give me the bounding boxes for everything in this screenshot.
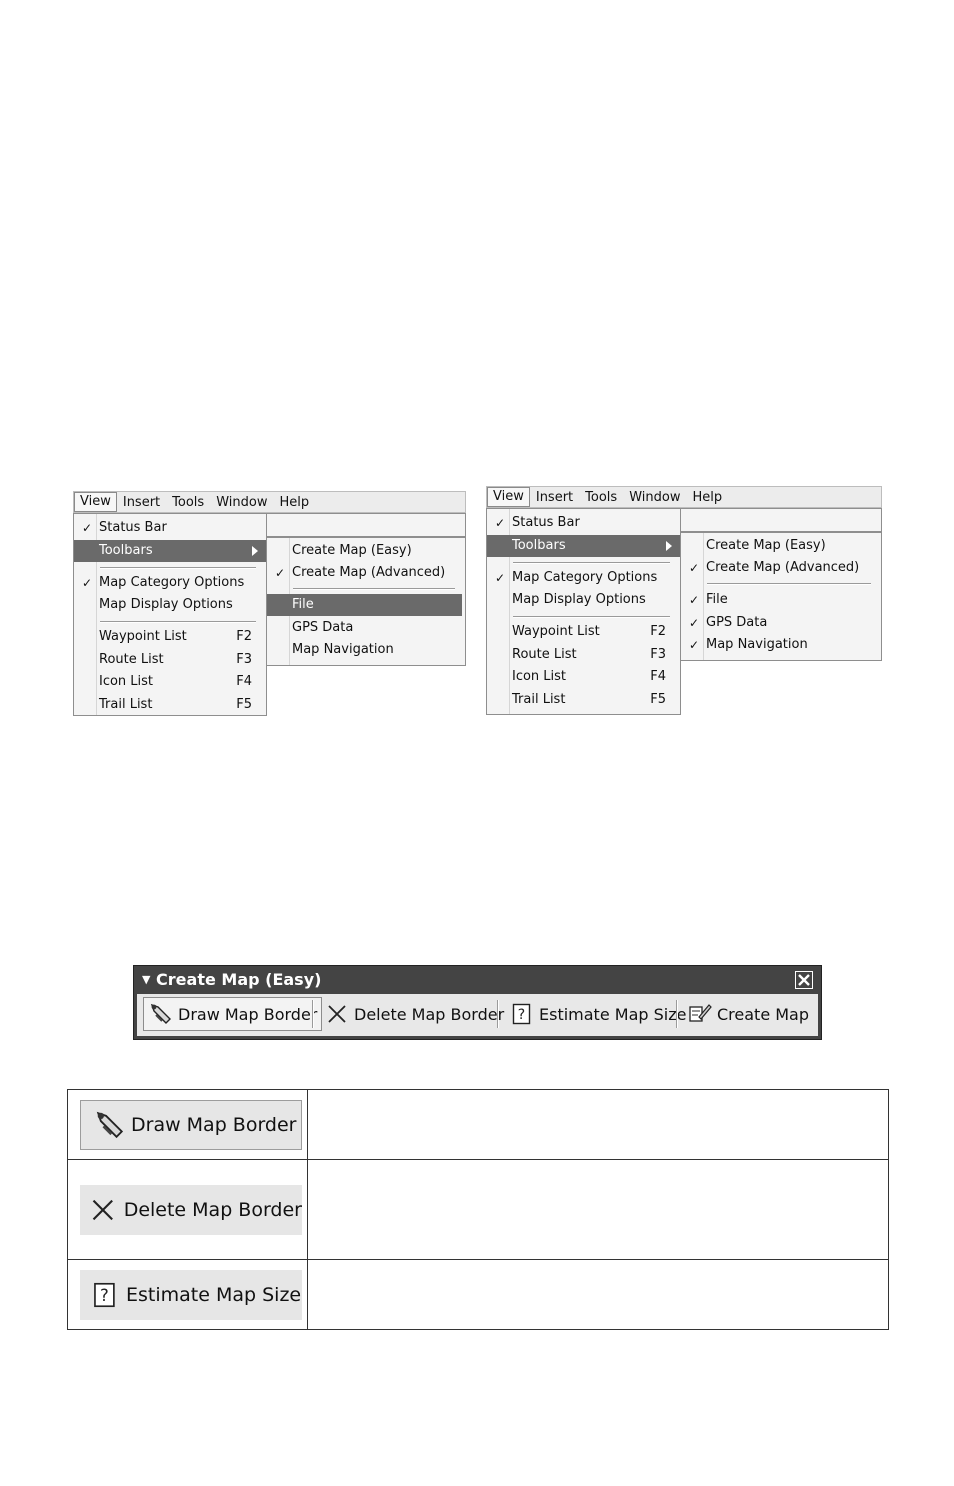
draw-border-icon xyxy=(93,1108,127,1142)
check-icon: ✓ xyxy=(688,638,700,652)
toolbars-submenu xyxy=(680,532,882,661)
menubar xyxy=(486,486,882,508)
toolbar-title: ▼ Create Map (Easy) xyxy=(142,970,322,989)
toolbar-separator xyxy=(676,1000,678,1028)
separator xyxy=(513,616,670,618)
table-cell-button xyxy=(68,1160,308,1260)
create-map-easy-toolbar xyxy=(133,965,822,1040)
table-cell-description xyxy=(308,1260,889,1330)
menu-item-map-category-options[interactable]: ✓ Map Category Options xyxy=(487,567,680,589)
question-icon xyxy=(511,1002,533,1026)
check-icon: ✓ xyxy=(494,571,506,585)
table-cell-button xyxy=(68,1090,308,1160)
menu-window[interactable]: Window xyxy=(216,494,268,510)
svg-text:?: ? xyxy=(100,1285,109,1305)
submenu-arrow-icon xyxy=(252,546,258,556)
submenu-item-create-map-advanced[interactable]: ✓ Create Map (Advanced) xyxy=(267,562,465,584)
menu-item-map-display-options[interactable]: Map Display Options xyxy=(512,592,646,607)
check-icon: ✓ xyxy=(274,566,286,580)
menu-item-trail-list[interactable]: Trail List F5 xyxy=(512,692,666,707)
menu-item-toolbars[interactable]: Toolbars xyxy=(74,540,266,562)
delete-map-border-button[interactable]: Delete Map Border xyxy=(80,1185,302,1235)
check-icon: ✓ xyxy=(688,593,700,607)
menu-item-toolbars[interactable]: Toolbars xyxy=(487,535,680,557)
menu-help[interactable]: Help xyxy=(279,494,310,510)
table-row xyxy=(68,1160,889,1260)
submenu-item-create-map-advanced[interactable]: ✓ Create Map (Advanced) xyxy=(681,557,881,579)
create-map-button[interactable]: Create Map xyxy=(687,997,809,1031)
svg-text:?: ? xyxy=(517,1007,526,1023)
menubar xyxy=(73,491,466,513)
submenu-item-file[interactable]: ✓ File xyxy=(681,589,881,611)
separator xyxy=(707,583,871,585)
create-map-icon xyxy=(687,1001,713,1027)
question-icon xyxy=(92,1280,118,1310)
submenu-item-create-map-easy[interactable]: Create Map (Easy) xyxy=(292,543,412,558)
estimate-map-size-button[interactable]: ? Estimate Map Size xyxy=(80,1270,302,1320)
menu-tools[interactable]: Tools xyxy=(172,494,205,510)
submenu-item-file[interactable]: File xyxy=(267,594,462,616)
collapse-triangle-icon[interactable]: ▼ xyxy=(142,973,151,986)
submenu-arrow-icon xyxy=(666,541,672,551)
separator xyxy=(100,621,256,623)
x-delete-icon xyxy=(90,1196,116,1224)
menu-window[interactable]: Window xyxy=(629,489,681,505)
draw-map-border-button[interactable]: Draw Map Border xyxy=(80,1100,302,1150)
menu-item-icon-list[interactable]: Icon List F4 xyxy=(99,674,252,689)
separator xyxy=(513,562,670,564)
submenu-item-create-map-easy[interactable]: Create Map (Easy) xyxy=(706,538,826,553)
submenu-item-gps-data[interactable]: GPS Data xyxy=(292,620,354,635)
draw-border-icon xyxy=(148,1001,174,1027)
menu-item-map-display-options[interactable]: Map Display Options xyxy=(99,597,233,612)
table-cell-description xyxy=(308,1090,889,1160)
menu-item-route-list[interactable]: Route List F3 xyxy=(512,647,666,662)
x-delete-icon xyxy=(326,1003,348,1025)
check-icon: ✓ xyxy=(81,576,93,590)
menu-insert[interactable]: Insert xyxy=(122,494,161,510)
menu-item-map-category-options[interactable]: ✓ Map Category Options xyxy=(74,572,266,594)
check-icon: ✓ xyxy=(494,516,506,530)
menu-item-icon-list[interactable]: Icon List F4 xyxy=(512,669,666,684)
separator xyxy=(100,567,256,569)
view-menu xyxy=(73,513,267,716)
check-icon: ✓ xyxy=(688,616,700,630)
table-cell-description xyxy=(308,1160,889,1260)
delete-map-border-button[interactable]: Delete Map Border xyxy=(326,997,504,1031)
menu-item-waypoint-list[interactable]: Waypoint List F2 xyxy=(99,629,252,644)
draw-map-border-button[interactable]: Draw Map Border xyxy=(143,997,322,1031)
table-cell-button xyxy=(68,1260,308,1330)
menu-item-status-bar[interactable]: ✓ Status Bar xyxy=(487,512,680,534)
table-row xyxy=(68,1090,889,1160)
submenu-item-map-navigation[interactable]: ✓ Map Navigation xyxy=(681,634,881,656)
submenu-item-gps-data[interactable]: ✓ GPS Data xyxy=(681,612,881,634)
menu-item-waypoint-list[interactable]: Waypoint List F2 xyxy=(512,624,666,639)
menu-tools[interactable]: Tools xyxy=(585,489,618,505)
submenu-item-map-navigation[interactable]: Map Navigation xyxy=(292,642,394,657)
toolbars-submenu xyxy=(266,537,466,666)
separator xyxy=(293,588,455,590)
menu-view[interactable]: View xyxy=(487,487,530,507)
toolbar-area-stub xyxy=(680,508,882,532)
menu-item-route-list[interactable]: Route List F3 xyxy=(99,652,252,667)
toolbar-area-stub xyxy=(266,513,466,537)
close-icon[interactable] xyxy=(795,971,813,989)
view-menu xyxy=(486,508,681,715)
toolbar-button-reference-table xyxy=(67,1089,889,1330)
table-row xyxy=(68,1260,889,1330)
menu-insert[interactable]: Insert xyxy=(535,489,574,505)
menu-view[interactable]: View xyxy=(74,492,117,512)
toolbar-body xyxy=(137,994,818,1036)
menu-item-status-bar[interactable]: ✓ Status Bar xyxy=(74,517,266,539)
estimate-map-size-button[interactable]: ? Estimate Map Size xyxy=(511,997,686,1031)
toolbar-separator xyxy=(312,1000,314,1028)
menu-help[interactable]: Help xyxy=(692,489,723,505)
toolbar-separator xyxy=(497,1000,499,1028)
menu-item-trail-list[interactable]: Trail List F5 xyxy=(99,697,252,712)
check-icon: ✓ xyxy=(688,561,700,575)
check-icon: ✓ xyxy=(81,521,93,535)
